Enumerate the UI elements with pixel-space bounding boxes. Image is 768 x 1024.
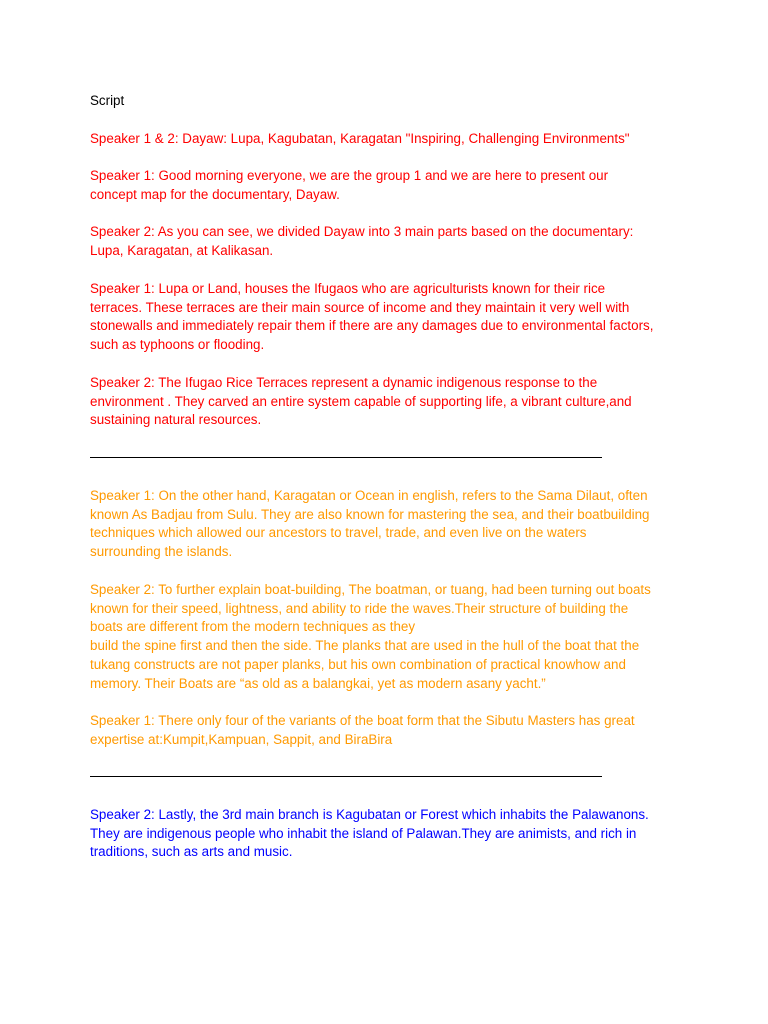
paragraph-karagatan: Speaker 1: On the other hand, Karagatan or Ocean in english, refers to the Sama Dilaut, often known As Badjau from Sulu. They are also known for mastering the sea, and their boatbuilding techniques which allowed our ancestors to travel, trade, and even live on the waters surrounding the islands. bbox=[90, 488, 650, 560]
paragraph-greeting: Speaker 1: Good morning everyone, we are the group 1 and we are here to present our concept map for the documentary, Dayaw. bbox=[90, 168, 609, 202]
paragraph-lupa: Speaker 1: Lupa or Land, houses the Ifugaos who are agriculturists known for their rice terraces. These terraces are their main source of income and they maintain it very well with stonewalls and immediately repair them if there are any damages due to environmental factors, such as typhoons or flooding. bbox=[90, 281, 654, 353]
section-divider bbox=[90, 457, 602, 458]
section-divider bbox=[90, 776, 602, 777]
script-title: Script bbox=[90, 93, 125, 108]
paragraph-boat-variants: Speaker 1: There only four of the variants of the boat form that the Sibutu Masters has great expertise at:Kumpit,Kampuan, Sappit, and BiraBira bbox=[90, 713, 635, 747]
paragraph-title-line: Speaker 1 & 2: Dayaw: Lupa, Kagubatan, Karagatan "Inspiring, Challenging Environments" bbox=[90, 131, 630, 146]
paragraph-rice-terraces: Speaker 2: The Ifugao Rice Terraces represent a dynamic indigenous response to the environment . They carved an entire system capable of supporting life, a vibrant culture,and sustaining natural resources. bbox=[90, 375, 632, 428]
paragraph-three-parts: Speaker 2: As you can see, we divided Dayaw into 3 main parts based on the documentary: Lupa, Karagatan, at Kalikasan. bbox=[90, 224, 634, 258]
paragraph-boat-building: Speaker 2: To further explain boat-building, The boatman, or tuang, had been turning out boats known for their speed, lightness, and ability to ride the waves.Their structure of building the boats are different from the modern techniques as they build the spine first and then the side. The planks that are used in the hull of the boat that the tukang constructs are not paper planks, but his own combination of practical knowhow and memory. Their Boats are “as old as a balangkai, yet as modern asany yacht.” bbox=[90, 582, 651, 691]
paragraph-kagubatan: Speaker 2: Lastly, the 3rd main branch is Kagubatan or Forest which inhabits the Palawanons. They are indigenous people who inhabit the island of Palawan.They are animists, and rich in traditions, such as arts and music. bbox=[90, 807, 649, 860]
